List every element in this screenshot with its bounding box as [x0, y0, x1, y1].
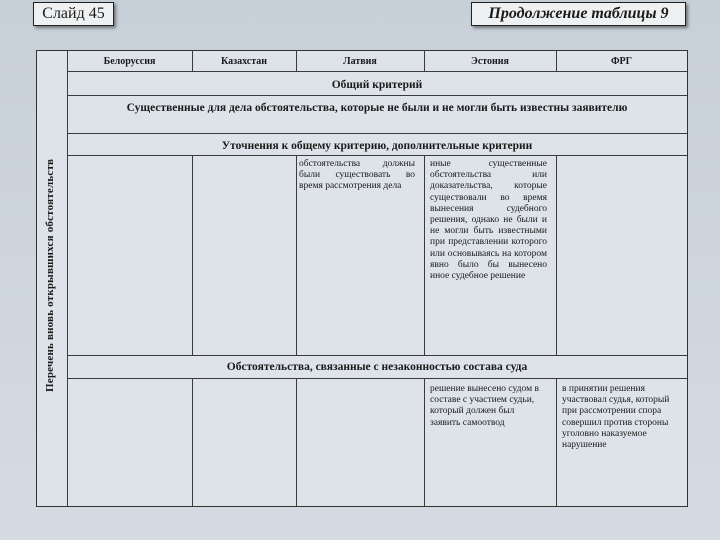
cell-divider	[296, 378, 297, 506]
cell-divider	[192, 155, 193, 355]
header-divider	[556, 51, 557, 71]
header-divider	[192, 51, 193, 71]
estonia-clarification-cell: иные существенные обстоятельства или доказательства, которые существовали во время вынесения судебного решения, однако не были и не могли быть известными при представлении которого или основываясь на котором явно было бы вынесено иное судебное решение	[430, 159, 547, 282]
cell-divider	[424, 378, 425, 506]
estonia-court-cell: решение вынесено судом в составе с участием судьи, который должен был заявить самоотвод	[430, 384, 539, 428]
row-divider	[67, 378, 687, 379]
clarifications-row: Уточнения к общему критерию, дополнительные критерии	[221, 140, 533, 152]
column-header-frg: ФРГ	[610, 56, 633, 67]
header-divider	[296, 51, 297, 71]
header-divider	[424, 51, 425, 71]
column-header-estonia: Эстония	[471, 56, 509, 67]
side-vertical-label: Перечень вновь открывшихся обстоятельств	[44, 158, 56, 392]
cell-divider	[424, 155, 425, 355]
cell-divider	[192, 378, 193, 506]
row-divider	[67, 155, 687, 156]
cell-divider	[296, 155, 297, 355]
cell-divider	[556, 378, 557, 506]
column-header-latvia: Латвия	[343, 56, 377, 67]
column-header-kazakhstan: Казахстан	[220, 56, 268, 67]
side-column-divider	[67, 51, 68, 506]
general-criterion-row: Общий критерий	[331, 79, 423, 91]
comparison-table	[36, 50, 688, 507]
frg-court-cell: в принятии решения участвовал судья, который при рассмотрении спора совершил против стороны уголовно наказуемое нарушение	[562, 384, 670, 451]
slide-number-label: Слайд 45	[33, 2, 114, 26]
essential-circumstances-row: Существенные для дела обстоятельства, которые не были и не могли быть известны заявителю	[126, 102, 628, 114]
row-divider	[67, 133, 687, 134]
table-continuation-label: Продолжение таблицы 9	[471, 2, 686, 26]
latvia-clarification-cell: обстоятельства должны были существовать во время рассмотрения дела	[299, 159, 415, 192]
row-divider	[67, 95, 687, 96]
row-divider	[67, 355, 687, 356]
column-header-belarus: Белоруссия	[103, 56, 156, 67]
court-composition-row: Обстоятельства, связанные с незаконностью состава суда	[226, 361, 528, 373]
cell-divider	[556, 155, 557, 355]
row-divider	[67, 71, 687, 72]
